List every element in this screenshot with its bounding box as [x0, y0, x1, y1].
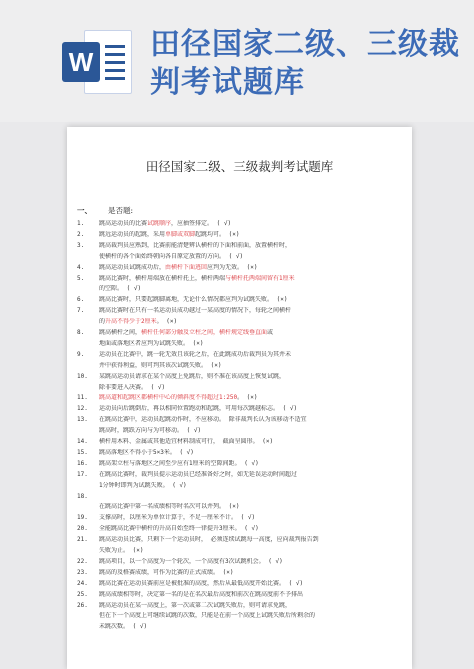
- question-text-tail: 。 (×): [156, 318, 178, 326]
- question-line: [77, 362, 402, 370]
- highlighted-text: 跳高道和起跳区都横杆中心的倾斜度不得超过1:250: [99, 394, 238, 402]
- question-line: [77, 427, 402, 435]
- question-text: 跳高比赛时在只有一名运动员成功越过一某高度的情况下，每轮之间横杆: [99, 307, 292, 315]
- question-line: [77, 405, 402, 413]
- question-text: 跳高运动员的比赛: [99, 220, 148, 227]
- question-line: [77, 373, 402, 381]
- question-line: [77, 471, 402, 479]
- banner-title: 田径国家二级、三级裁判考试题库: [150, 27, 460, 100]
- question-text: 未跳次数。 ( √): [99, 623, 148, 631]
- question-text: 但在下一个高度上可继续试跳的次数，只能是在前一个高度上试跳失败后所剩余的: [99, 612, 316, 620]
- highlighted-text: 试跳顺序: [147, 220, 172, 227]
- question-number: 6.: [77, 296, 85, 304]
- highlighted-text: 与横杆托两端间留有1厘米: [225, 274, 295, 282]
- question-line: [77, 493, 402, 501]
- question-number: 13.: [77, 416, 88, 424]
- question-line: [77, 264, 402, 272]
- question-text: 跳高落地区不得小于5×3米。 ( √): [99, 448, 194, 456]
- question-text-tail: 应判为无效。 (×): [207, 263, 258, 271]
- question-line: [77, 623, 402, 631]
- question-line: [77, 558, 402, 566]
- question-number: 15.: [77, 448, 88, 456]
- question-text: 在跳高比赛中第一名成绩相等时名次可以并列。 (×): [99, 503, 240, 511]
- question-text: 除非要进入决赛。 ( √): [99, 383, 166, 391]
- question-line: [77, 591, 402, 599]
- question-text: 1分钟时即判为试跳失败。 ( √): [99, 481, 187, 489]
- question-text: 支撑高时，以厘米为单位计算于，不足一厘米不计。 ( √): [99, 514, 256, 522]
- question-line: [77, 329, 402, 337]
- question-text: 跳高项目，以一个高度为一个轮次，一个高度有3次试跳机会。 ( √): [99, 557, 283, 565]
- question-line: [77, 525, 402, 533]
- question-number: 16.: [77, 459, 88, 467]
- document-page: [67, 127, 412, 669]
- question-line: [77, 394, 402, 402]
- question-text: 在跳高比赛时，裁判员提示运动员已经准备好之时，如无延误运动时间超过: [99, 470, 298, 478]
- question-line: [77, 220, 402, 228]
- question-number: 22.: [77, 557, 88, 565]
- question-line: [77, 253, 402, 261]
- question-text: 并中获得利益，则可判其该次试跳失败。 (×): [99, 361, 222, 369]
- question-number: 25.: [77, 590, 88, 598]
- word-doc-icon: [62, 30, 132, 94]
- question-line: [77, 351, 402, 359]
- document-title: 田径国家二级、三级裁判考试题库: [145, 159, 334, 174]
- question-number: 11.: [77, 394, 88, 402]
- question-text: 跳高比赛时，只要起跳脚离地，无论什么情况都应判为试跳失败。 (×): [99, 296, 288, 304]
- question-text: 跳高比赛时，横杆用端放在横杆托上，横杆两端: [99, 274, 226, 282]
- question-number: 4.: [77, 263, 85, 271]
- question-text-tail: ，应抽签排定。 ( √): [171, 220, 232, 227]
- highlighted-text: 单脚或双脚: [165, 230, 196, 238]
- question-text: 的空隙。 ( √): [99, 285, 142, 293]
- question-text: 跳高时，跳跃方向与为可移动。 ( √): [99, 427, 202, 435]
- question-number: 8.: [77, 329, 85, 336]
- question-text: 全能跳高比赛中横杆的升高自始至终一律提升3厘米。 ( √): [99, 525, 259, 533]
- question-text: 跳高成绩相等时，决定第一名的是在名次最后高度和前次在跳高度前不予排出: [99, 590, 304, 598]
- question-number: 3.: [77, 241, 85, 249]
- question-text: 的: [99, 318, 106, 326]
- question-text-tail: 起跳均可。 (×): [195, 230, 240, 238]
- question-number: 14.: [77, 438, 88, 445]
- question-number: 9.: [77, 350, 85, 358]
- question-line: [77, 547, 402, 555]
- question-number: 19.: [77, 514, 88, 522]
- question-text: 运动员向后跳倒后，再以相同位置跑动和起跳，可用每次跳越标志。 ( √): [99, 405, 298, 413]
- question-text: 跳高裁判员应熟到，比赛前能清楚辨认横杆的下面和前面，放置横杆时，: [99, 241, 292, 249]
- question-number: 20.: [77, 525, 88, 533]
- question-text: 跳远运动员的起跳，采用: [99, 230, 166, 238]
- question-line: [77, 307, 402, 315]
- question-line: [77, 569, 402, 577]
- question-line: [77, 231, 402, 239]
- question-line: [77, 438, 402, 446]
- question-line: [77, 416, 402, 424]
- question-text-tail: 。 (×): [237, 394, 258, 402]
- question-line: [77, 536, 402, 544]
- question-line: [77, 580, 402, 588]
- question-text: 运动员在比赛中，跳一轮无效且该轮之后，在此跳成功后裁判员为其并未: [99, 350, 292, 358]
- section-number: 一、: [77, 206, 92, 215]
- highlighted-text: 由横杆下面逃回: [165, 263, 208, 271]
- question-text: 某跳高运动员请求在某个高度上免跳后，则不准在该高度上恢复试跳，: [99, 372, 286, 380]
- question-number: 5.: [77, 274, 85, 282]
- question-line: [77, 384, 402, 392]
- question-text: 跳高运动员试跳成功后，: [99, 263, 166, 271]
- question-text: 跳高架立柱与落地区之间至少应有1厘米的空隙间距。 ( √): [99, 459, 259, 467]
- question-number: 24.: [77, 579, 88, 587]
- question-line: [77, 285, 402, 293]
- question-line: [77, 449, 402, 457]
- question-number: 1.: [77, 220, 85, 227]
- question-number: 2.: [77, 230, 85, 238]
- question-line: [77, 482, 402, 490]
- question-text: 跳高运动员比赛，只剩下一个运动员时， 必须连续试跳每一高度，应向裁判报告到: [99, 536, 319, 544]
- question-line: [77, 460, 402, 468]
- question-text: 跳高运动员在某一高度上，第一次或第二次试跳失败后，则可请求免跳，: [99, 601, 292, 609]
- question-line: [77, 296, 402, 304]
- question-text: 在跳高比赛中，运动员起跳动作时，不应移动。 除非裁判长认为该移动不适宜: [99, 416, 307, 424]
- question-line: [77, 318, 402, 326]
- banner: [0, 0, 474, 122]
- question-text: 地面或落地区者应判为试跳失败。 (×): [99, 339, 204, 347]
- question-line: [77, 340, 402, 348]
- question-text: 跳高的及格赛成绩，可作为比赛的正式成绩。 (×): [99, 568, 234, 576]
- word-w-badge: W: [62, 42, 100, 82]
- question-line: [77, 503, 402, 511]
- question-text: 横杆用木料、金属或其他适宜材料制成可行， 截面呈圆形。 (×): [99, 438, 274, 445]
- question-text: 跳高横杆之间，: [99, 329, 142, 336]
- question-number: 12.: [77, 405, 88, 413]
- question-line: [77, 612, 402, 620]
- question-text: 跳高比赛在运动员赛前应是被批准的高度，然后从最低高度开始比赛。 ( √): [99, 579, 304, 587]
- question-line: [77, 275, 402, 283]
- section-label: 是否题:: [108, 206, 134, 215]
- question-text-tail: 或: [267, 329, 274, 336]
- highlighted-text: 横杆任何部分触及立柱之间，横杆规定线垂直面: [141, 329, 268, 336]
- question-text: 失败为止。 (×): [99, 547, 144, 554]
- question-number: 7.: [77, 307, 85, 315]
- question-number: 21.: [77, 536, 88, 544]
- question-line: [77, 602, 402, 610]
- question-number: 23.: [77, 568, 88, 576]
- highlighted-text: 升高不得少于2厘米: [105, 318, 157, 326]
- question-number: 26.: [77, 601, 88, 609]
- question-number: 10.: [77, 372, 88, 380]
- question-number: 17.: [77, 470, 88, 478]
- question-text: 使横杆的各个面始终朝向各自原定放置的方向。 ( √): [99, 252, 244, 260]
- section-heading: [77, 205, 133, 216]
- question-line: [77, 242, 402, 250]
- question-number: 18.: [77, 492, 88, 500]
- question-line: [77, 514, 402, 522]
